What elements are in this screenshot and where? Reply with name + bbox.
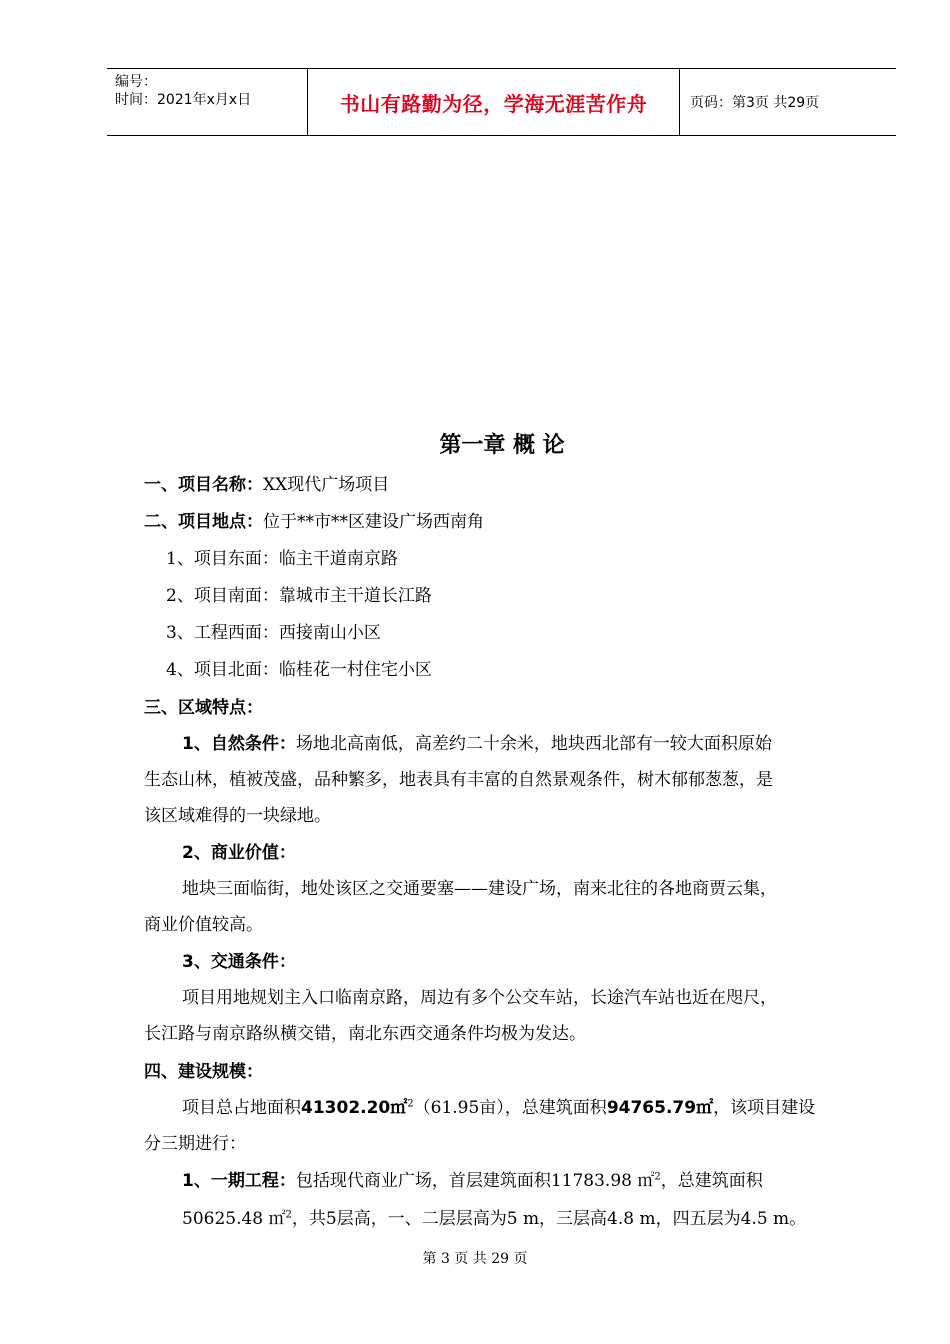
paragraph-line: 分三期进行： xyxy=(144,1134,246,1154)
paragraph-line: 长江路与南京路纵横交错，南北东西交通条件均极为发达。 xyxy=(144,1024,586,1044)
natural-conditions: 1、自然条件：场地北高南低，高差约二十余米，地块西北部有一较大面积原始 xyxy=(182,734,772,754)
paragraph-line: 该区域难得的一块绿地。 xyxy=(144,806,331,826)
header-motto-cell xyxy=(308,69,680,135)
paragraph-line: 项目用地规划主入口临南京路，周边有多个公交车站，长途汽车站也近在咫尺， xyxy=(182,988,777,1008)
header-meta xyxy=(107,69,308,135)
section-region-heading: 三、区域特点： xyxy=(144,698,263,718)
commercial-value-heading: 2、商业价值： xyxy=(182,843,296,863)
chapter-title: 第一章 概 论 xyxy=(439,433,565,458)
section-project-location: 二、项目地点：位于**市**区建设广场西南角 xyxy=(144,512,484,532)
header-time: 时间：2021年x月x日 xyxy=(115,92,252,108)
page-footer: 第 3 页 共 29 页 xyxy=(422,1251,528,1267)
phase-one: 1、一期工程：包括现代商业广场，首层建筑面积11783.98 ㎡$^2$，总建筑面积 xyxy=(182,1171,763,1191)
paragraph-line: 地块三面临街，地处该区之交通要塞——建设广场，南来北往的各地商贾云集， xyxy=(182,879,777,899)
page-header xyxy=(107,68,896,136)
header-number: 编号： xyxy=(115,74,157,90)
phase-one-continued: 50625.48 ㎡$^2$，共5层高，一、二层层高为5 m，三层高4.8 m，四五层为4.5 m。 xyxy=(182,1209,807,1229)
section-scale-heading: 四、建设规模： xyxy=(144,1062,263,1082)
list-item: 2、项目南面：靠城市主干道长江路 xyxy=(166,586,432,606)
header-motto: 书山有路勤为径，学海无涯苦作舟 xyxy=(339,91,648,116)
paragraph-line: 生态山林，植被茂盛，品种繁多，地表具有丰富的自然景观条件，树木郁郁葱葱，是 xyxy=(144,770,773,790)
list-item: 3、工程西面：西接南山小区 xyxy=(166,623,381,643)
list-item: 1、项目东面：临主干道南京路 xyxy=(166,549,398,569)
traffic-heading: 3、交通条件： xyxy=(182,952,296,972)
header-page-number: 页码：第3页 共29页 xyxy=(690,95,820,111)
section-project-name: 一、项目名称：XX现代广场项目 xyxy=(144,475,390,495)
paragraph-line: 商业价值较高。 xyxy=(144,915,263,935)
list-item: 4、项目北面：临桂花一村住宅小区 xyxy=(166,660,432,680)
scale-paragraph: 项目总占地面积41302.20㎡$^2$（61.95亩），总建筑面积94765.79㎡，该项目建设 xyxy=(182,1098,816,1118)
